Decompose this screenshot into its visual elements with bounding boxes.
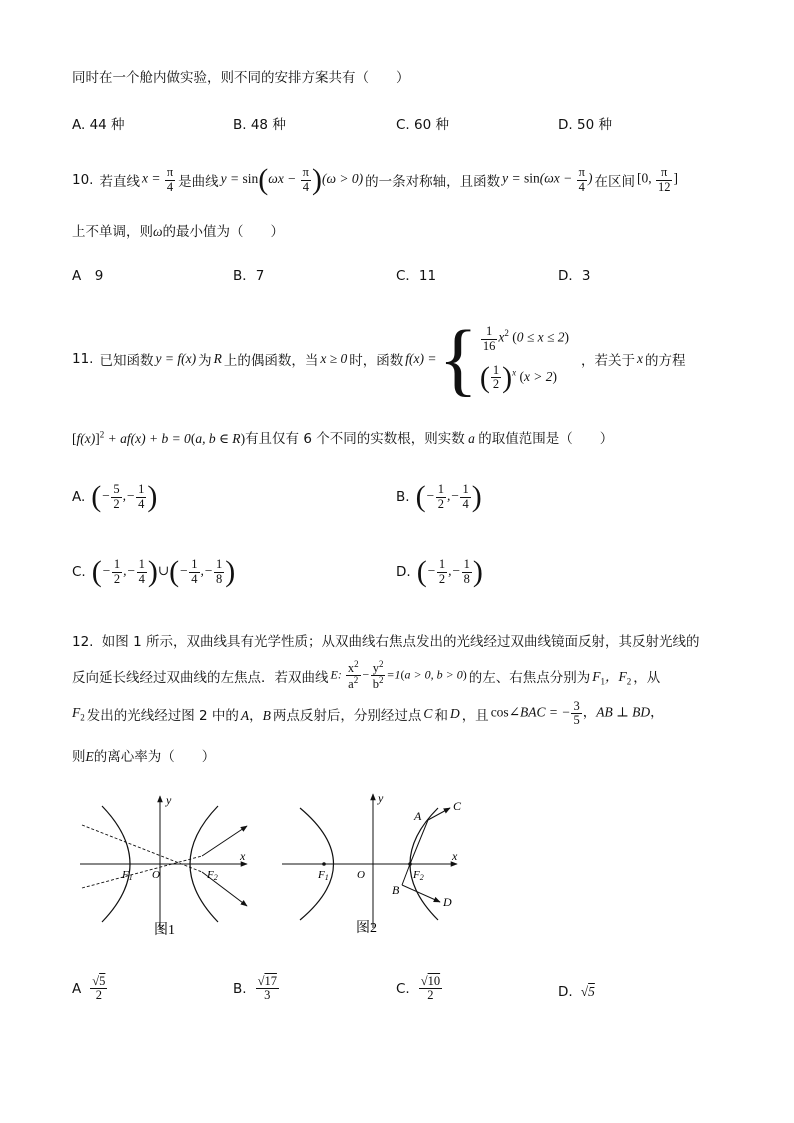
q10-option-b[interactable]: B．7: [233, 268, 265, 284]
q12-text-3d: ，且: [461, 707, 489, 724]
q11-piecewise: f(x) = { $\frac{1}{16}$ $x^2$ (0 ≤ x ≤ 2) ( $\frac{1}{2}$ )$^x$ (x > 2): [405, 313, 569, 404]
q9-option-b[interactable]: B. 48 种: [233, 117, 286, 133]
fig1-caption: 图1: [154, 923, 175, 938]
q10-text-6: 的最小值为（ ）: [162, 224, 285, 240]
q10-text-1: 若直线: [99, 174, 140, 190]
q11-text-8: 的取值范围是（ ）: [478, 431, 614, 447]
q11-option-b-expr: (− $\frac{1}{2}$ ,− $\frac{1}{4}$ ): [415, 480, 482, 513]
q12-text-4b: 的离心率为（ ）: [93, 749, 216, 765]
q12-point-c: C: [423, 705, 433, 721]
q11-text-6: 的方程: [645, 353, 686, 369]
q12-stem-line1: [72, 630, 699, 650]
fig1-label-y: y: [166, 793, 172, 807]
q12-option-b-label: B.: [233, 980, 247, 997]
fig2-label-b: B: [392, 883, 400, 897]
fig2-label-o: O: [357, 869, 365, 881]
q11-option-a[interactable]: [72, 482, 157, 512]
q12-f2: $F_2$: [72, 704, 85, 723]
fig1-label-f2: F2: [207, 869, 218, 882]
q12-option-c-label: C.: [396, 980, 410, 997]
fig2-label-f2: F2: [413, 869, 424, 882]
q10-curve-eq: y = sin(ωx − $\frac{\pi}{4}$ )(ω > 0): [220, 163, 364, 196]
q11-stem-line2: [72, 427, 613, 447]
q11-domain: R: [213, 351, 222, 366]
q10-option-d[interactable]: D．3: [558, 268, 591, 284]
q10-func-eq: y = sin(ωx − $\frac{\pi}{4}$ ): [502, 165, 593, 194]
fig1-label-x: x: [240, 849, 246, 863]
fig2-label-c: C: [453, 799, 462, 813]
q10-line-eq: x = $\frac{\pi}{4}$: [141, 165, 174, 194]
q12-option-a[interactable]: [72, 975, 108, 1002]
q12-text-4a: 则: [72, 749, 86, 765]
q12-text-from: ，从: [633, 669, 661, 686]
q12-option-d[interactable]: [558, 984, 595, 1000]
q12-stem-line4: [72, 745, 215, 765]
q12-text-3a: 发出的光线经过图 2 中的: [86, 707, 239, 724]
q11-text-5: ，若关于: [581, 353, 635, 369]
q11-option-b-label: B.: [396, 489, 410, 505]
fig2-label-x: x: [452, 849, 458, 863]
fig2-caption: 图2: [356, 921, 377, 936]
q12-points-ab: A，B: [240, 707, 271, 723]
q11-option-a-label: A.: [72, 489, 86, 505]
q9-option-d[interactable]: D. 50 种: [558, 117, 612, 133]
q10-text-3: 的一条对称轴，且函数: [365, 174, 501, 190]
q12-option-c-expr: $\frac{√10}{2}$: [420, 974, 441, 1003]
fig2-label-y: y: [378, 791, 384, 805]
q12-option-c[interactable]: [396, 975, 443, 1002]
fig1-diagram: [80, 793, 247, 938]
q12-hyperbola-eq: E: $\frac{x^2}{a^2}$ − $\frac{y^2}{b^2}$ =1(a > 0, b > 0): [330, 659, 467, 692]
q12-figures: [72, 790, 472, 940]
q9-option-c[interactable]: C. 60 种: [396, 117, 449, 133]
q11-text-1: 已知函数: [99, 353, 154, 369]
q11-equation: $[f(x)]^2 + af(x) + b = 0(a$, b ∈ R): [72, 429, 246, 446]
q12-foci: $F_1$，$F_2$: [592, 668, 632, 687]
q12-option-b-expr: $\frac{√17}{3}$: [257, 974, 277, 1003]
q9-stem-tail: 同时在一个舱内做实验，则不同的安排方案共有（ ）: [72, 70, 410, 86]
q9-option-a[interactable]: A. 44 种: [72, 117, 125, 133]
q12-number: 12.: [72, 634, 94, 650]
q12-option-b[interactable]: [233, 975, 280, 1002]
q10-text-5: 上不单调，则: [72, 224, 153, 240]
q12-text-3b: 两点反射后，分别经过点: [272, 707, 422, 724]
q12-text-1: 如图 1 所示，双曲线具有光学性质；从双曲线右焦点发出的光线经过双曲线镜面反射，其反射光线的: [101, 634, 700, 650]
q11-text-7: 有且仅有 6 个不同的实数根，则实数: [245, 431, 465, 447]
q11-var-x: x: [637, 351, 643, 366]
q12-cos-condition: cos∠BAC = − $\frac{3}{5}$ ，AB ⊥ BD，: [490, 699, 664, 728]
q12-text-lr: 的左、右焦点分别为: [468, 669, 591, 686]
q11-option-d[interactable]: [396, 557, 483, 587]
q11-condition: x ≥ 0: [320, 351, 348, 366]
q10-option-c[interactable]: C．11: [396, 268, 437, 284]
q11-option-d-expr: (− $\frac{1}{2}$ ,− $\frac{1}{8}$ ): [416, 555, 483, 588]
fig2-label-a: A: [414, 809, 422, 823]
q10-interval: [0, $\frac{\pi}{12}$ ]: [636, 165, 678, 194]
q12-option-d-label: D.: [558, 984, 573, 1000]
q10-text-2: 是曲线: [178, 174, 219, 190]
q11-option-c[interactable]: [72, 557, 235, 587]
q12-point-d: D: [449, 705, 460, 721]
q11-text-2: 为: [198, 353, 212, 369]
q10-text-4: 在区间: [594, 174, 635, 190]
q10-stem-line1: [72, 165, 678, 195]
q11-option-a-expr: (− $\frac{5}{2}$ ,− $\frac{1}{4}$ ): [91, 480, 158, 513]
q10-omega: ω: [153, 224, 163, 239]
q11-number: 11.: [72, 351, 94, 367]
q12-e: E: [85, 749, 94, 764]
q12-option-d-expr: √5: [580, 984, 595, 999]
q11-func-name: y = f(x): [155, 351, 197, 366]
q10-stem-line2: [72, 220, 284, 240]
fig2-label-f1: F1: [318, 869, 329, 882]
q10-option-a[interactable]: A 9: [72, 268, 104, 284]
q12-option-a-label: A: [72, 980, 82, 997]
q11-option-c-expr: (− $\frac{1}{2}$ ,− $\frac{1}{4}$ )∪(− $\frac{1}{4}$ ,− $\frac{1}{8}$ ): [91, 555, 236, 588]
q11-option-c-label: C.: [72, 564, 86, 580]
q12-stem-line2: [72, 660, 660, 692]
q11-text-3: 上的偶函数，当: [223, 353, 319, 369]
q12-stem-line3: [72, 700, 664, 727]
q11-var-a: a: [464, 431, 479, 446]
q12-text-2: 反向延长线经过双曲线的左焦点．若双曲线: [72, 669, 329, 686]
fig1-label-o: O: [152, 869, 160, 881]
q11-option-d-label: D.: [396, 564, 411, 580]
q12-option-a-expr: $\frac{√5}{2}$: [92, 974, 106, 1003]
q11-option-b[interactable]: [396, 482, 482, 512]
fig1-label-f1: F1: [122, 869, 133, 882]
fig2-label-d: D: [443, 895, 452, 909]
q11-text-4: 时，函数: [349, 353, 404, 369]
q10-number: 10.: [72, 172, 94, 188]
q11-stem-line1: [72, 313, 686, 404]
q12-text-3c: 和: [434, 707, 448, 724]
fig2-diagram: [282, 791, 462, 936]
